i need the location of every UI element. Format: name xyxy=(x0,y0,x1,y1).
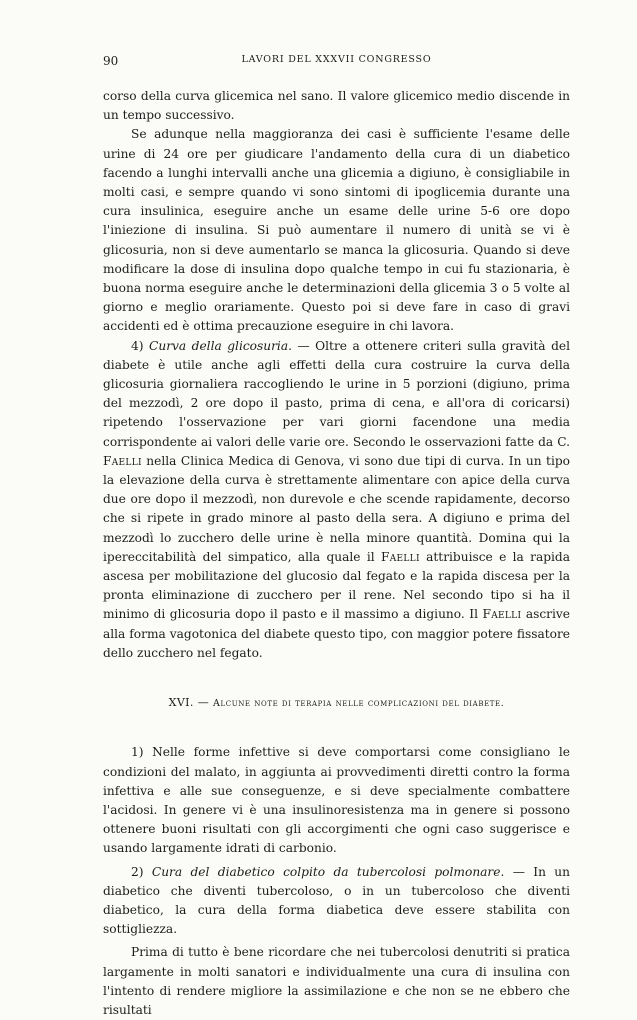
text-segment: — Oltre a ottenere criteri sulla gravità del diabete è utile anche agli effetti della cura costruire la curva della glicosuria giornaliera raccogliendo le urine in 5 porzioni (digiuno, prima del mezzodì, 2 ore dopo il pasto, prima di cena, e all'ora di coricarsi) ripetendo l'osservazione per vari giorni facendone una media corrispondente ai valori delle varie ore. Secondo le osservazioni fatte da C. xyxy=(103,338,570,449)
paragraph-urine-exam: Se adunque nella maggioranza dei casi è sufficiente l'esame delle urine di 24 ore per giudicare l'andamento della cura di un diabetico facendo a lunghi intervalli anche una glicemia a digiuno, è consigliabile in molti casi, e sempre quando vi sono sintomi di ipoglicemia durante una cura insulinica, eseguire anche un esame delle urine 5-6 ore dopo l'iniezione di insulina. Si può aumentare il numero di unità se vi è glicosuria, non si deve aumentarlo se manca la glicosuria. Quando si deve modificare la dose di insulina dopo qualche tempo in cui fu stazionaria, è buona norma eseguire anche le determinazioni della glicemia 3 o 5 volte al giorno e meglio orariamente. Questo poi si deve fare in caso di gravi accidenti ed è ottima precauzione eseguire in chi lavora. xyxy=(103,127,570,334)
paragraph-sanatoria: Prima di tutto è bene ricordare che nei tubercolosi denutriti si pratica largamente in molti sanatori e individualmente una cura di insulina con l'intento di rendere migliore la assimilazione e che non se ne ebbero che risultati xyxy=(103,945,570,1017)
item-number: 2) xyxy=(131,864,152,879)
running-title: LAVORI DEL XXXVII CONGRESSO xyxy=(241,54,432,65)
item-number: 4) xyxy=(131,338,150,353)
section-heading xyxy=(103,693,570,713)
page-number: 90 xyxy=(103,54,119,68)
section-title: Alcune note di terapia nelle complicazioni del diabete. xyxy=(213,698,505,710)
paragraph-continuation: corso della curva glicemica nel sano. Il valore glicemico medio discende in un tempo successivo. xyxy=(103,89,570,123)
section-dash: — xyxy=(193,696,214,710)
author-name: Faelli xyxy=(380,549,420,564)
paragraph-tuberculosis xyxy=(103,863,570,940)
text-segment: — In un diabetico che diventi tubercoloso, o in un tubercoloso che diventi diabetico, la cura della forma diabetica deve essere stabilita con sottigliezza. xyxy=(103,864,570,937)
item-title: Cura del diabetico colpito da tubercolosi polmonare. xyxy=(151,864,505,879)
paragraph-glycosuria-curve xyxy=(103,337,570,663)
item-title: Curva della glicosuria. xyxy=(149,338,292,353)
paragraph-infective-forms: 1) Nelle forme infettive si deve comportarsi come consigliano le condizioni del malato, in aggiunta ai provvedimenti diretti contro la forma infettiva e alle sue conseguenze, e si deve specialmente combattere l'acidosi. In genere vi è una insulinoresistenza ma in genere si possono ottenere buoni risultati con gli accorgimenti che ogni caso suggerisce e usando largamente idrati di carbonio. xyxy=(103,745,570,856)
text-segment: nella Clinica Medica di Genova, vi sono due tipi di curva. In un tipo la elevazione della curva è strettamente alimentare con apice della curva due ore dopo il mezzodì, non durevole e che scende rapidamente, decorso che si ripete in grado minore al pasto della sera. A digiuno e prima del mezzodì lo zucchero delle urine è nella minore quantità. Domina qui la ipereccitabilità del simpatico, alla quale il xyxy=(103,453,570,564)
text-segment: attribuisce e la rapida ascesa per mobilitazione del glucosio dal fegato e la rapida discesa per la pronta eliminazione di zucchero per il rene. Nel secondo tipo si ha il minimo di glicosuria dopo il pasto e il massimo a digiuno. Il xyxy=(103,549,570,622)
text-segment: ascrive alla forma vagotonica del diabete questo tipo, con maggior potere fissatore dello zucchero nel fegato. xyxy=(103,607,570,660)
section-number: XVI. xyxy=(168,696,194,710)
page-body xyxy=(103,87,570,1020)
running-header xyxy=(103,54,570,70)
author-name: Faelli xyxy=(482,607,522,622)
author-name: Faelli xyxy=(103,453,142,468)
